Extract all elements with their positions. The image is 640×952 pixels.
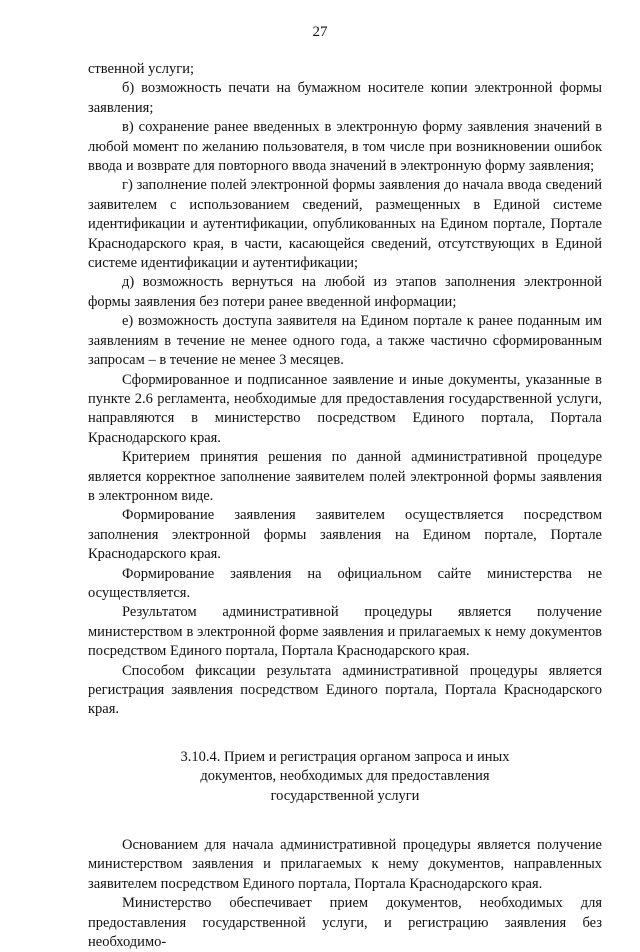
paragraph-basis: Основанием для начала административной процедуры является получение министерством заявления и прилагаемых к нему документов, направленных заявителем посредством Единого портала, Портала Краснодарского края. [88, 837, 602, 892]
section-heading [88, 748, 602, 806]
paragraph-result: Результатом административной процедуры является получение министерством в электронной форме заявления и прилагаемых к нему документов посредством Единого портала, Портала Краснодарского края. [88, 604, 602, 660]
section-heading-line: документов, необходимых для предоставления [200, 768, 490, 785]
paragraph-submission: Сформированное и подписанное заявление и иные документы, указанные в пункте 2.6 регламента, необходимые для предоставления государственной услуги, направляются в министерство посредством Единого портала, Портала Краснодарского края. [88, 371, 602, 446]
paragraph-continuation: ственной услуги; [88, 61, 195, 77]
paragraph-item-b: б) возможность печати на бумажном носителе копии электронной формы заявления; [88, 80, 602, 116]
paragraph-item-e: е) возможность доступа заявителя на Едином портале к ранее поданным им заявлениям в течение не менее одного года, а также частично сформированным запросам – в течение не менее 3 месяцев. [88, 313, 602, 369]
section-heading-line: 3.10.4. Прием и регистрация органом запроса и иных [180, 748, 510, 765]
section-heading-line: государственной услуги [270, 787, 420, 804]
paragraph-item-d: д) возможность вернуться на любой из этапов заполнения электронной формы заявления без потери ранее введенной информации; [88, 274, 602, 310]
paragraph-forming: Формирование заявления заявителем осуществляется посредством заполнения электронной формы заявления на Едином портале, Портале Краснодарского края. [88, 507, 602, 563]
paragraph-item-g: г) заполнение полей электронной формы заявления до начала ввода сведений заявителем с использованием сведений, размещенных в Единой системе идентификации и аутентификации, опубликованных на Едином портале, Портале Краснодарского края, в части, касающейся сведений, отсутствующих в Единой системе идентификации и аутентификации; [88, 177, 602, 272]
page-number: 27 [312, 24, 328, 40]
document-body [88, 60, 602, 952]
paragraph-fixation: Способом фиксации результата административной процедуры является регистрация заявления посредством Единого портала, Портала Краснодарского края. [88, 662, 602, 718]
paragraph-official-site: Формирование заявления на официальном сайте министерства не осуществляется. [88, 565, 602, 601]
paragraph-ministry-reception: Министерство обеспечивает прием документов, необходимых для предоставления государственной услуги, и регистрацию заявления без необходимо- [88, 895, 602, 951]
paragraph-criterion: Критерием принятия решения по данной административной процедуре является корректное заполнение заявителем полей электронной формы заявления в электронном виде. [88, 449, 602, 504]
paragraph-item-v: в) сохранение ранее введенных в электронную форму заявления значений в любой момент по желанию пользователя, в том числе при возникновении ошибок ввода и возврате для повторного ввода значений в электронную форму заявления; [88, 119, 602, 175]
